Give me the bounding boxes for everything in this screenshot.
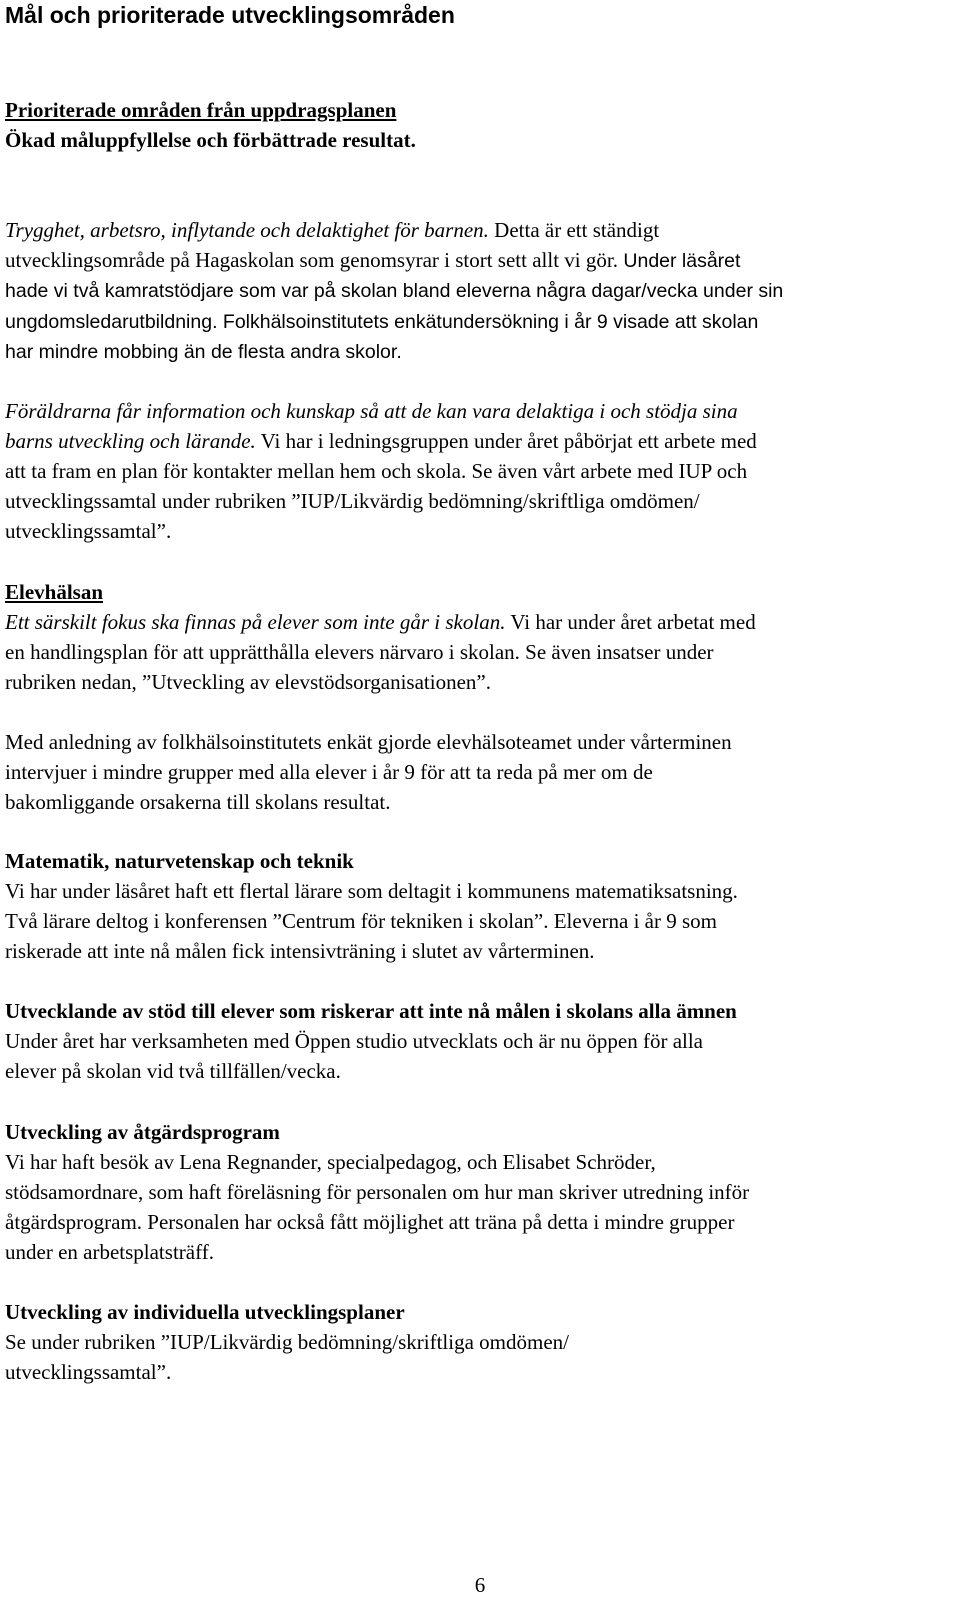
section-atgardsprogram [5, 1117, 950, 1267]
paragraph-line: Se under rubriken ”IUP/Likvärdig bedömning/skriftliga omdömen/ [5, 1330, 569, 1354]
paragraph-line: Två lärare deltog i konferensen ”Centrum för tekniken i skolan”. Eleverna i år 9 som [5, 909, 717, 933]
section-heading: Elevhälsan [5, 580, 104, 604]
paragraph-line: intervjuer i mindre grupper med alla elever i år 9 för att ta reda på mer om de [5, 760, 653, 784]
section-iup [5, 1297, 950, 1387]
section-prioriterade [5, 95, 950, 125]
body-text: Vi har under året arbetat med [505, 610, 756, 634]
paragraph-line [5, 426, 950, 456]
section-maluppfyllelse [5, 125, 950, 155]
paragraph-line [5, 215, 950, 245]
paragraph-line: utvecklingssamtal”. [5, 1360, 172, 1384]
paragraph-line: att ta fram en plan för kontakter mellan hem och skola. Se även vårt arbete med IUP och [5, 459, 748, 483]
paragraph-line: stödsamordnare, som haft föreläsning för personalen om hur man skriver utredning inför [5, 1180, 750, 1204]
section-stod [5, 996, 950, 1086]
paragraph-line: riskerade att inte nå målen fick intensivträning i slutet av vårterminen. [5, 939, 595, 963]
paragraph-line: en handlingsplan för att upprätthålla elevers närvaro i skolan. Se även insatser under [5, 640, 714, 664]
paragraph-line: Vi har haft besök av Lena Regnander, specialpedagog, och Elisabet Schröder, [5, 1150, 656, 1174]
paragraph-line: Vi har under läsåret haft ett flertal lärare som deltagit i kommunens matematiksatsning. [5, 879, 738, 903]
section-heading: Matematik, naturvetenskap och teknik [5, 849, 354, 873]
paragraph-line [5, 306, 950, 337]
page-title: Mål och prioriterade utvecklingsområden [5, 2, 455, 28]
body-text: ungdomsledarutbildning. [5, 311, 218, 333]
body-text: Detta är ett ständigt [488, 218, 660, 242]
section-heading: Utveckling av åtgärdsprogram [5, 1120, 280, 1144]
section-heading: Utveckling av individuella utvecklingsplaner [5, 1300, 405, 1324]
paragraph-line [5, 245, 950, 276]
body-text: Folkhälsoinstitutets enkätundersökning i år 9 visade att skolan [217, 311, 759, 333]
section-matematik [5, 846, 950, 966]
section-elevhalsan [5, 577, 950, 697]
section-heading: Utvecklande av stöd till elever som riskerar att inte nå målen i skolans alla ämnen [5, 999, 737, 1023]
section-folkhalsa [5, 727, 950, 817]
paragraph-line: bakomliggande orsakerna till skolans resultat. [5, 790, 391, 814]
goal-lead-text: Trygghet, arbetsro, inflytande och delaktighet för barnen. [5, 218, 489, 242]
paragraph-line: rubriken nedan, ”Utveckling av elevstödsorganisationen”. [5, 670, 491, 694]
goal-statement: Ökad måluppfyllelse och förbättrade resultat. [5, 128, 416, 152]
paragraph-line: under en arbetsplatsträff. [5, 1240, 214, 1264]
paragraph-line: har mindre mobbing än de flesta andra skolor. [5, 341, 402, 363]
paragraph-line: Under året har verksamheten med Öppen studio utvecklats och är nu öppen för alla [5, 1029, 704, 1053]
paragraph-line: hade vi två kamratstödjare som var på skolan bland eleverna några dagar/vecka under sin [5, 280, 784, 302]
section-trygghet [5, 215, 950, 367]
paragraph-line: utvecklingssamtal under rubriken ”IUP/Likvärdig bedömning/skriftliga omdömen/ [5, 489, 700, 513]
paragraph-line: utvecklingssamtal”. [5, 519, 172, 543]
paragraph-line: Med anledning av folkhälsoinstitutets enkät gjorde elevhälsoteamet under vårterminen [5, 730, 732, 754]
paragraph-line: åtgärdsprogram. Personalen har också fått möjlighet att träna på detta i mindre grupper [5, 1210, 735, 1234]
goal-lead-text: barns utveckling och lärande. [5, 429, 256, 453]
body-text: Vi har i ledningsgruppen under året påbörjat ett arbete med [255, 429, 757, 453]
paragraph-line: elever på skolan vid två tillfällen/vecka. [5, 1059, 341, 1083]
goal-lead-text: Ett särskilt fokus ska finnas på elever som inte går i skolan. [5, 610, 506, 634]
page-number: 6 [474, 1573, 486, 1597]
body-text: Under läsåret [617, 250, 741, 272]
goal-lead-text: Föräldrarna får information och kunskap så att de kan vara delaktiga i och stödja sina [5, 399, 738, 423]
section-heading: Prioriterade områden från uppdragsplanen [5, 98, 397, 122]
paragraph-line [5, 607, 950, 637]
section-foraldrar [5, 396, 950, 546]
body-text: utvecklingsområde på Hagaskolan som genomsyrar i stort sett allt vi gör. [5, 248, 618, 272]
